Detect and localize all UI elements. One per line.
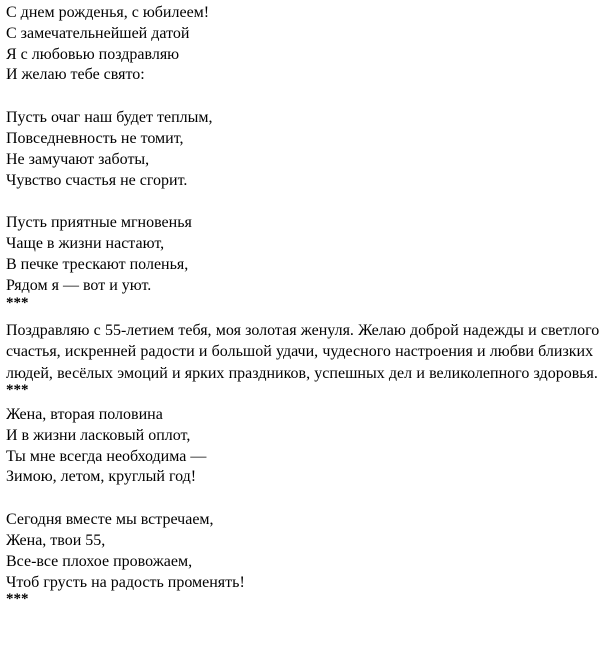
verse-line: Я с любовью поздравляю (6, 45, 180, 63)
verse-line: Рядом я — вот и уют. (6, 276, 152, 294)
verse-line: Сегодня вместе мы встречаем, (6, 511, 214, 529)
poem-2 (6, 405, 602, 593)
verse-line: Повседневность не томит, (6, 129, 184, 147)
verse-line: Чувство счастья не сгорит. (6, 171, 188, 189)
greeting-document (6, 3, 602, 607)
poem-1 (6, 3, 602, 297)
separator-2: *** (6, 382, 29, 399)
verse-line: И в жизни ласковый оплот, (6, 426, 191, 444)
verse-line: Чаще в жизни настают, (6, 235, 165, 253)
verse-line: С днем рожденья, с юбилеем! (6, 4, 210, 21)
separator-1: *** (6, 294, 29, 311)
verse-line: С замечательнейшей датой (6, 24, 190, 42)
poem-1-stanza-1 (6, 3, 602, 86)
prose-greeting: Поздравляю с 55-летием тебя, моя золотая женуля. Желаю доброй надежды и светлого счастья, искренней радости и большой удачи, чудесного настроения и любви близких людей, весёлых эмоций и ярких праздников, успешных дел и великолепного здоровья. (6, 321, 600, 382)
poem-2-stanza-2 (6, 510, 602, 593)
poem-2-stanza-1 (6, 405, 602, 488)
verse-line: Не замучают заботы, (6, 150, 150, 168)
poem-1-stanza-3 (6, 213, 602, 296)
verse-line: Пусть приятные мгновенья (6, 214, 192, 232)
verse-line: Чтоб грусть на радость променять! (6, 573, 245, 591)
stanza-gap (6, 86, 602, 108)
verse-line: Жена, твои 55, (6, 532, 106, 550)
verse-line: Все-все плохое провожаем, (6, 552, 193, 570)
stanza-gap (6, 191, 602, 213)
verse-line: И желаю тебе свято: (6, 66, 145, 84)
poem-1-stanza-2 (6, 108, 602, 191)
verse-line: Жена, вторая половина (6, 406, 163, 424)
separator-3: *** (6, 591, 29, 608)
stanza-gap (6, 488, 602, 510)
verse-line: Ты мне всегда необходима — (6, 447, 207, 465)
verse-line: В печке трескают поленья, (6, 255, 189, 273)
verse-line: Пусть очаг наш будет теплым, (6, 109, 213, 127)
verse-line: Зимою, летом, круглый год! (6, 468, 197, 486)
